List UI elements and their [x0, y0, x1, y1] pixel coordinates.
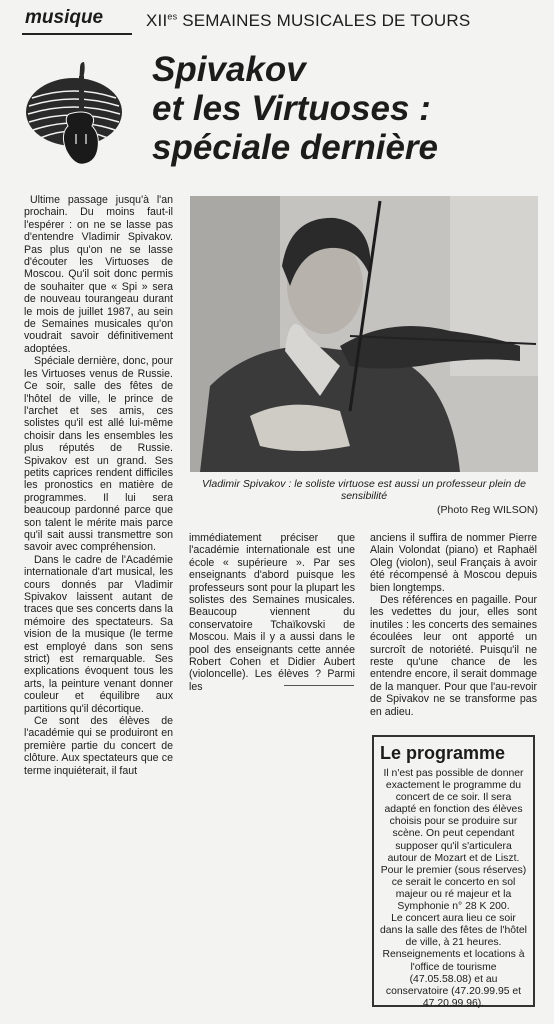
article-column-3 — [370, 532, 537, 718]
paragraph: Ce sont des élèves de l'académie qui se produiront en première partie du concert de clôture. Aux spectateurs que ce terme inquiéterait, il faut — [24, 715, 173, 777]
paragraph: Ultime passage jusqu'à l'an prochain. Du moins faut-il l'espérer : on ne se lasse pas d'entendre Vladimir Spivakov. Pas plus qu'on ne se lasse d'écouter les Virtuoses de Moscou. Qu'il soit donc permis de souhaiter que « Spi » sera de nouveau tourangeau durant le mois de juillet 1987, au sein de Semaines musicales qu'on voudrait savoir définitivement adoptées. — [24, 194, 173, 355]
paragraph: Le concert aura lieu ce soir dans la salle des fêtes de l'hôtel de ville, à 21 heures. Renseignements et locations à l'office de tourisme (47.05.58.08) et au conservatoire (47.20.99.95 et 47.20.99.96). — [380, 913, 527, 1009]
photo-caption: Vladimir Spivakov : le soliste virtuose est aussi un professeur plein de sensibilité — [202, 478, 526, 502]
title-line-3: spéciale dernière — [152, 128, 438, 167]
article-column-1 — [24, 194, 173, 777]
paragraph: Il n'est pas possible de donner exactement le programme du concert de ce soir. Il sera adapté en fonction des élèves choisis pour se produire sur scène. On peut cependant supposer qu'il s'articulera autour de Mozart et de Liszt. Pour le premier (sous réserves) ce serait le concerto en sol majeur ou ré majeur et la Symphonie n° 28 K 200. — [380, 768, 527, 913]
photo-credit: (Photo Reg WILSON) — [437, 504, 538, 516]
article-column-2 — [189, 532, 355, 693]
article-title — [152, 50, 438, 167]
programme-text — [380, 768, 527, 1010]
paragraph: immédiatement préciser que l'académie internationale est une école « supérieure ». Par ses enseignants d'abord puisque les professeurs sont pour la plupart les solistes des Semaines musicales. Beaucoup viennent du conservatoire Tchaïkovski de Moscou. Mais il y a aussi dans le pool des enseignants cette année Robert Cohen et Didier Aubert (violoncelle). Les élèves ? Parmi les — [189, 532, 355, 693]
section-label: musique — [25, 7, 104, 28]
column-end-rule — [284, 685, 354, 686]
series-heading: $XII^{es}$ SEMAINES MUSICALES DE TOURS — [146, 11, 471, 30]
section-underline — [22, 33, 132, 35]
title-line-2: et les Virtuoses : — [152, 89, 431, 128]
paragraph: Des références en pagaille. Pour les vedettes du jour, elles sont inutiles : les concerts des semaines écoulées leur ont apporté un surcroît de notoriété. Puisqu'il ne reste qu'une chance de les entendre encore, il serait dommage de la manquer. Pour que l'au-revoir de Spivakov ne se transforme pas en adieu. — [370, 594, 537, 718]
photo-spivakov — [190, 196, 538, 472]
paragraph: Spéciale dernière, donc, pour les Virtuoses venus de Russie. Ce soir, salle des fêtes de l'hôtel de ville, le prince de l'archet et ses amis, ces solistes qu'il est allé lui-même choisir dans les ensembles les plus réputés de Russie. Spivakov est un grand. Ses petits caprices rendent difficiles les pronostics en matière de programmes. Il lui sera beaucoup pardonné parce que son talent le mérite mais parce qu'il sait aussi transmettre son savoir avec compréhension. — [24, 355, 173, 554]
title-line-1: Spivakov — [152, 50, 306, 89]
programme-title: Le programme — [380, 743, 506, 763]
violin-logo-icon — [24, 54, 126, 174]
paragraph: Dans le cadre de l'Académie internationale d'art musical, les cours donnés par Vladimir Spivakov laissent autant de traces que ses concerts dans la mémoire des spectateurs. Sa vision de la musique (le terme est employé dans son sens strict) est remarquable. Ses explications évoquent tous les arts, la peinture venant donner couleur et équilibre aux partitions qu'il décortique. — [24, 553, 173, 715]
programme-box — [372, 735, 535, 1007]
paragraph: anciens il suffira de nommer Pierre Alain Volondat (piano) et Raphaël Oleg (violon), seul Français à avoir été récompensé à Moscou depuis bien longtemps. — [370, 532, 537, 594]
